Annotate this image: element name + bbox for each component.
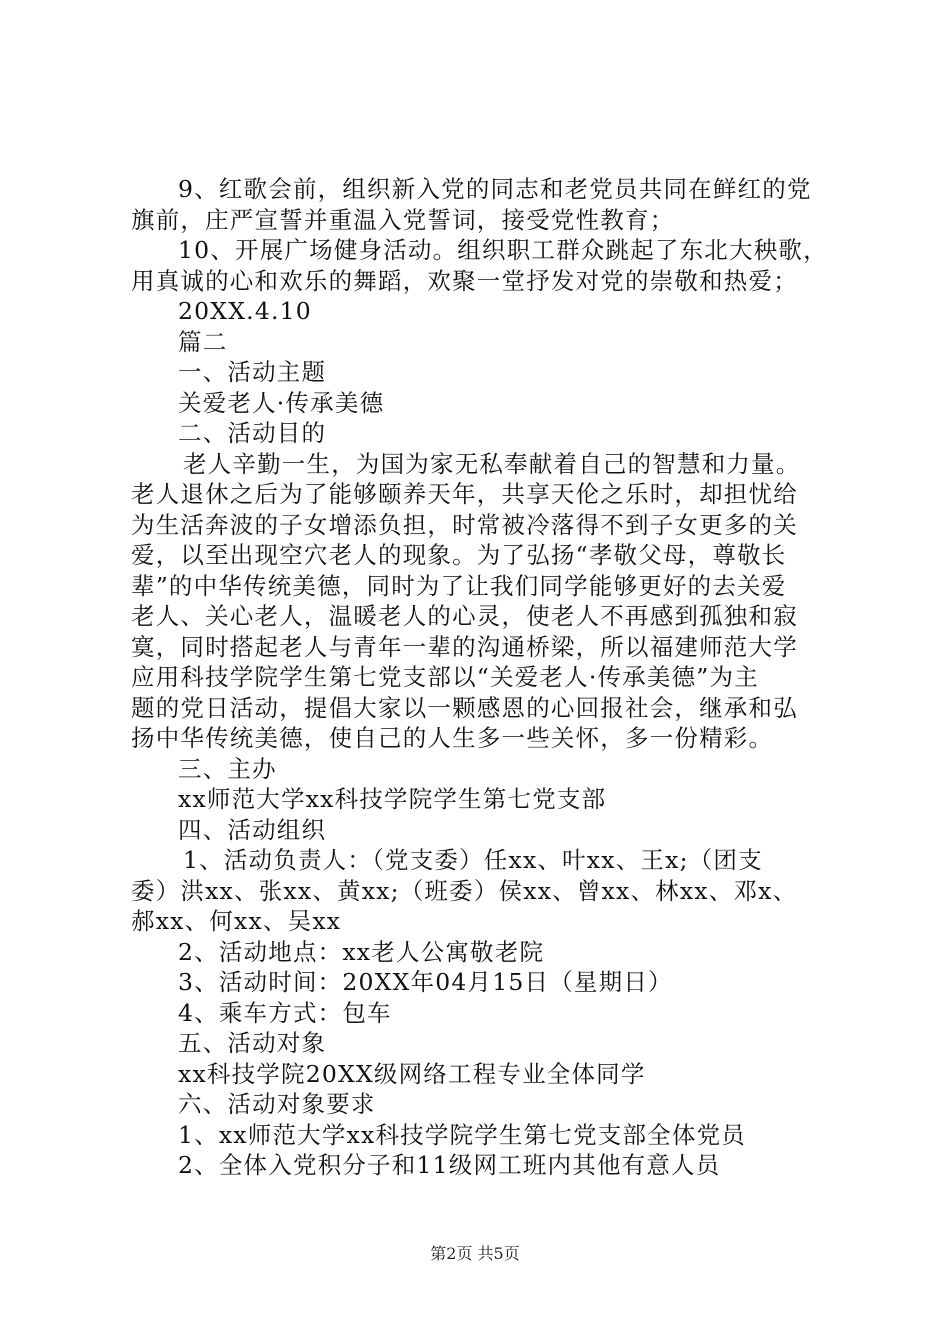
text-line: 郝xx、何xx、吴xx [131,907,342,935]
text-line: xx科技学院20XX级网络工程专业全体同学 [178,1059,646,1088]
text-line: 用真诚的心和欢乐的舞蹈，欢聚一堂抒发对党的崇敬和热爱； [131,266,798,295]
text-line: 寞，同时搭起老人与青年一辈的沟通桥梁，所以福建师范大学 [131,632,798,661]
text-line: 9、红歌会前，组织新入党的同志和老党员共同在鲜红的党 [178,175,812,203]
text-line: 10、开展广场健身活动。组织职工群众跳起了东北大秧歌， [178,236,828,264]
text-line: xx师范大学xx科技学院学生第七党支部 [178,785,607,813]
text-line: 题的党日活动，提倡大家以一颗感恩的心回报社会，继承和弘 [131,693,798,722]
text-line: 4、乘车方式：包车 [178,998,392,1027]
text-line: 三、主办 [178,754,277,783]
text-line: 一、活动主题 [178,358,327,386]
text-line: 为生活奔波的子女增添负担，时常被冷落得不到子女更多的关 [131,510,798,539]
text-line: 20XX.4.10 [178,297,312,325]
text-line: 关爱老人·传承美德 [178,388,385,417]
text-line: 扬中华传统美德，使自己的人生多一些关怀，多一份精彩。 [131,724,774,752]
text-line: 旗前，庄严宣誓并重温入党誓词，接受党性教育； [131,205,675,234]
text-line: 1、活动负责人：（党支委）任xx、叶xx、王x;（团支 [183,846,763,874]
text-line: 2、全体入党积分子和11级网工班内其他有意人员 [178,1151,721,1179]
text-line: 五、活动对象 [178,1029,327,1057]
text-line: 应用科技学院学生第七党支部以“关爱老人·传承美德”为主 [131,663,759,691]
text-line: 老人退休之后为了能够颐养天年，共享天伦之乐时，却担忧给 [131,480,798,508]
text-line: 老人、关心老人，温暖老人的心灵，使老人不再感到孤独和寂 [131,602,798,630]
text-line: 四、活动组织 [178,815,327,844]
document-body [131,174,831,1181]
text-line: 委）洪xx、张xx、黄xx;（班委）侯xx、曾xx、林xx、邓x、 [131,876,798,905]
text-line: 二、活动目的 [178,419,327,447]
text-line: 1、xx师范大学xx科技学院学生第七党支部全体党员 [178,1120,746,1149]
text-line: 3、活动时间：20XX年04月15日（星期日） [178,968,673,996]
text-line: 2、活动地点：xx老人公寓敬老院 [178,937,545,966]
text-line: 爱，以至出现空穴老人的现象。为了弘扬“孝敬父母，尊敬长 [131,541,787,569]
text-line: 老人辛勤一生，为国为家无私奉献着自己的智慧和力量。 [183,449,801,478]
text-line: 篇二 [178,327,228,356]
text-line: 六、活动对象要求 [178,1090,376,1118]
page-footer: 第2页 共5页 [430,1244,520,1263]
text-line: 辈”的中华传统美德，同时为了让我们同学能够更好的去关爱 [131,571,787,600]
